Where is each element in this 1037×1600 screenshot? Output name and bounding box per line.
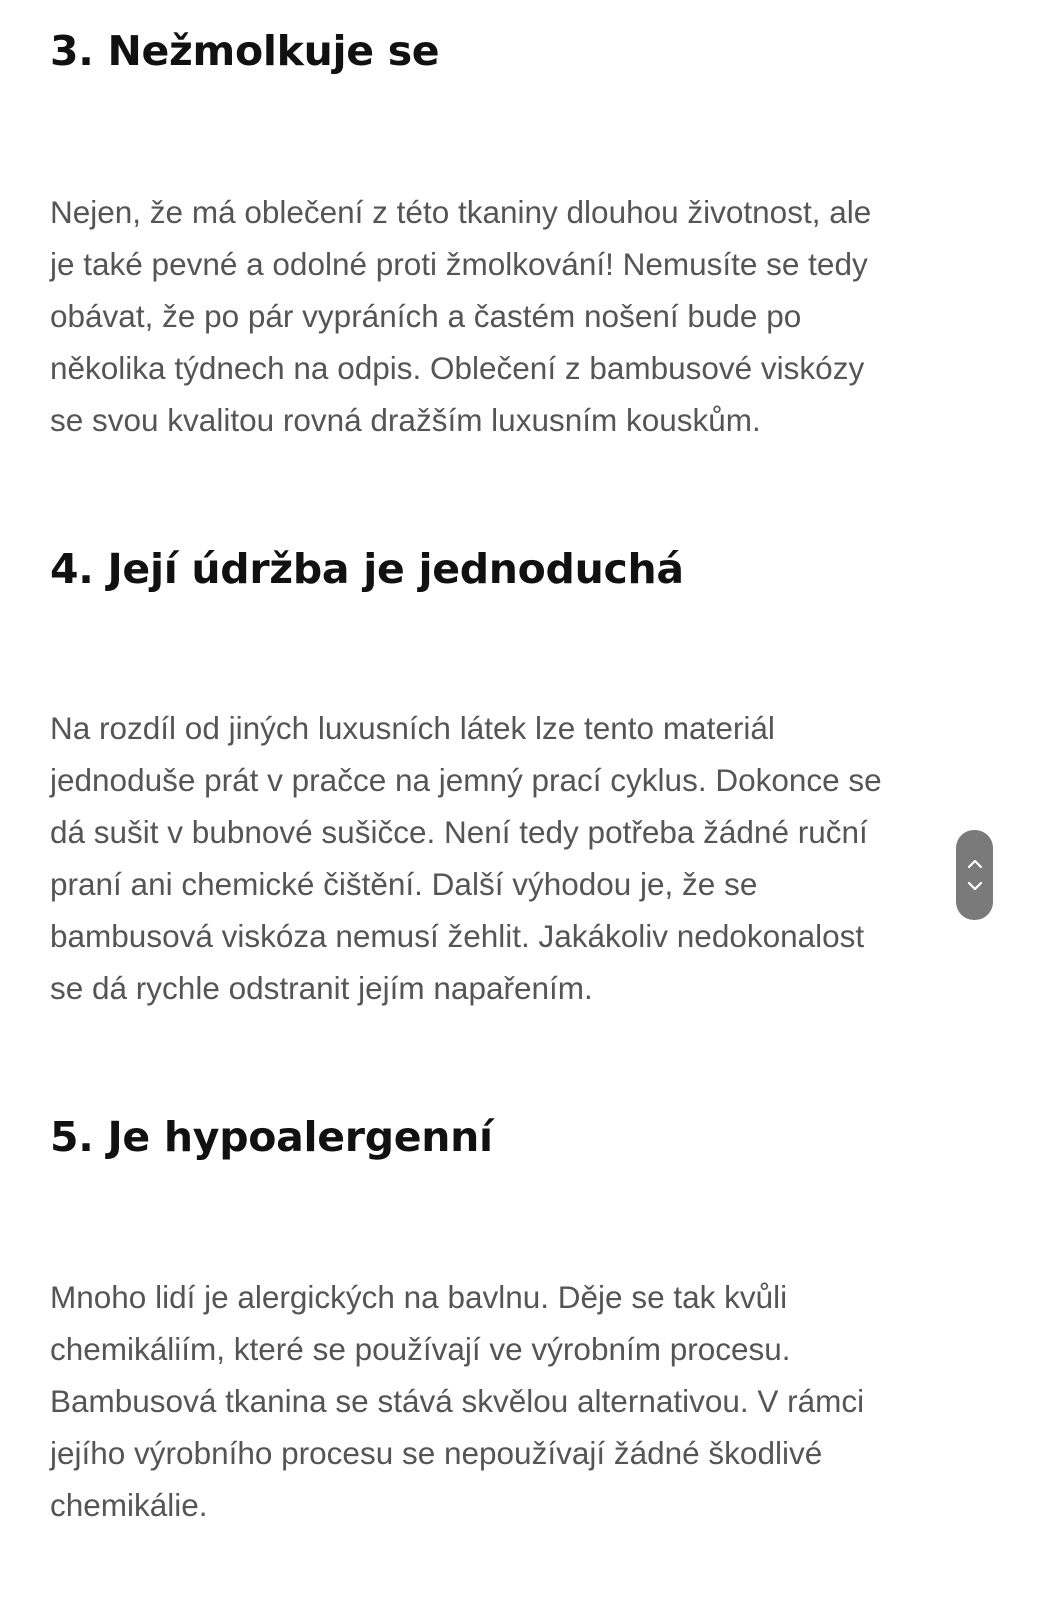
paragraph-line: chemikáliím, které se používají ve výrobním procesu. xyxy=(50,1331,791,1367)
paragraph-line: Na rozdíl od jiných luxusních látek lze tento materiál xyxy=(50,710,775,746)
section-heading-3: 3. Nežmolkuje se xyxy=(50,27,440,75)
section-paragraph-3 xyxy=(50,186,960,446)
paragraph-line: se dá rychle odstranit jejím napařením. xyxy=(50,970,593,1006)
scroll-widget[interactable] xyxy=(956,830,993,920)
paragraph-line: chemikálie. xyxy=(50,1487,208,1523)
section-paragraph-4 xyxy=(50,702,960,1014)
paragraph-line: Nejen, že má oblečení z této tkaniny dlouhou životnost, ale xyxy=(50,194,872,230)
section-heading-4: 4. Její údržba je jednoduchá xyxy=(50,545,684,593)
paragraph-line: bambusová viskóza nemusí žehlit. Jakákoliv nedokonalost xyxy=(50,918,865,954)
paragraph-line: jejího výrobního procesu se nepoužívají žádné škodlivé xyxy=(50,1435,823,1471)
paragraph-line: Bambusová tkanina se stává skvělou alternativou. V rámci xyxy=(50,1383,865,1419)
chevron-down-icon[interactable] xyxy=(965,879,985,893)
paragraph-line: se svou kvalitou rovná dražším luxusním kouskům. xyxy=(50,402,761,438)
section-paragraph-5 xyxy=(50,1271,960,1531)
section-heading-5: 5. Je hypoalergenní xyxy=(50,1113,493,1161)
paragraph-line: je také pevné a odolné proti žmolkování! Nemusíte se tedy xyxy=(50,246,868,282)
paragraph-line: několika týdnech na odpis. Oblečení z bambusové viskózy xyxy=(50,350,865,386)
paragraph-line: dá sušit v bubnové sušičce. Není tedy potřeba žádné ruční xyxy=(50,814,868,850)
chevron-up-icon[interactable] xyxy=(965,857,985,871)
paragraph-line: praní ani chemické čištění. Další výhodou je, že se xyxy=(50,866,758,902)
paragraph-line: Mnoho lidí je alergických na bavlnu. Děje se tak kvůli xyxy=(50,1279,788,1315)
paragraph-line: obávat, že po pár vypráních a častém nošení bude po xyxy=(50,298,802,334)
paragraph-line: jednoduše prát v pračce na jemný prací cyklus. Dokonce se xyxy=(50,762,882,798)
